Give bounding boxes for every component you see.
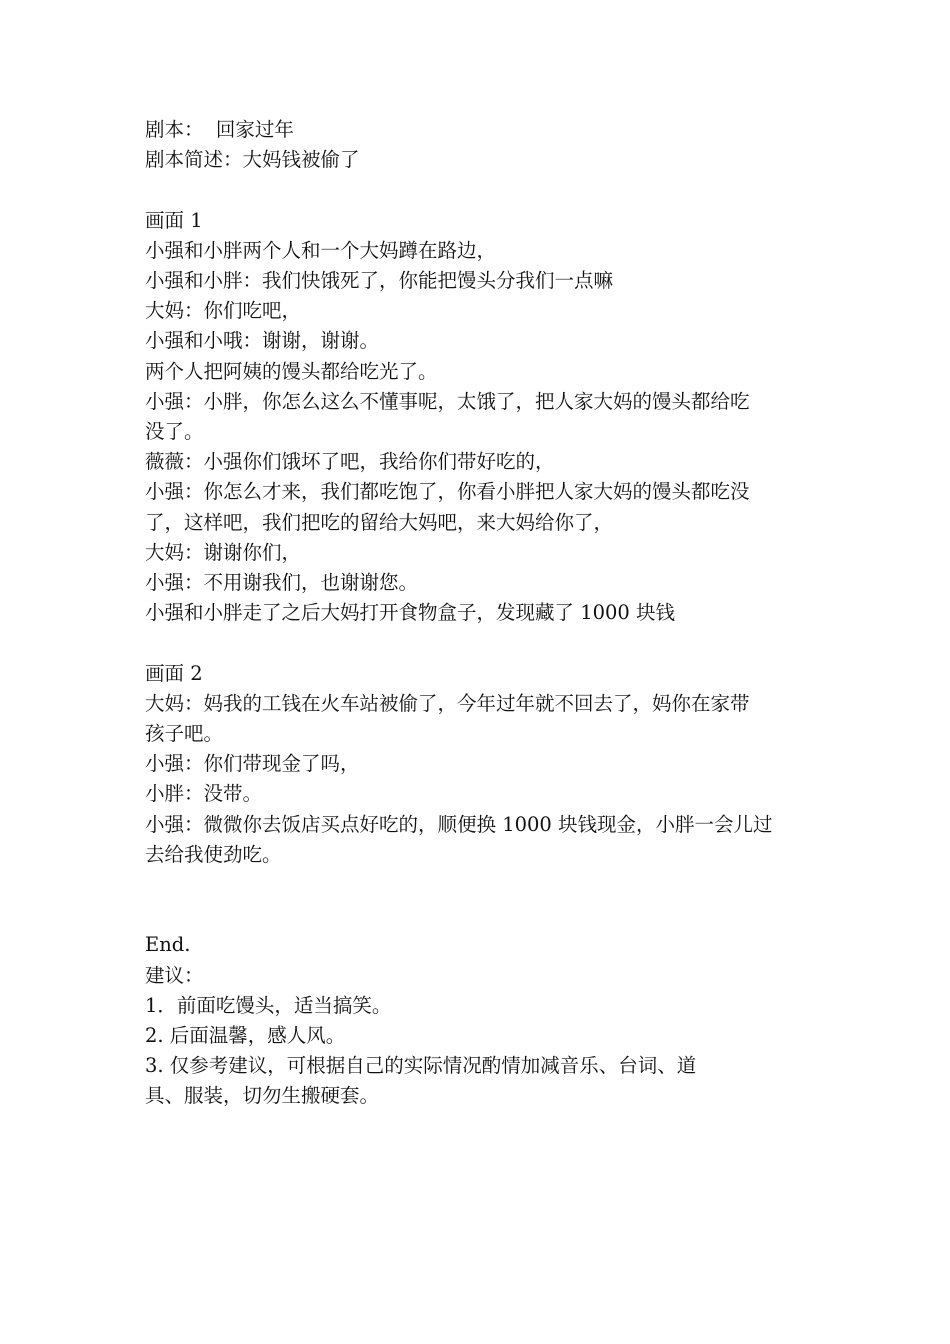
scene-1-heading: 画面 1 [145,208,203,232]
scene-1-line: 小强：不用谢我们，也谢谢您。 [145,571,419,595]
scene-1-line: 小强和小胖：我们快饿死了，你能把馒头分我们一点嘛 [145,269,614,292]
spacer [145,628,825,658]
suggestion-item: 2. 后面温馨，感人风。 [145,1024,346,1048]
scene-1-line: 小强：小胖，你怎么这么不懂事呢，太饿了，把人家大妈的馒头都给吃 [145,389,750,413]
suggestion-item: 1．前面吃馒头，适当搞笑。 [145,993,392,1017]
script-title: 剧本： 回家过年 [145,118,294,141]
scene-1-line: 薇薇：小强你们饿坏了吧，我给你们带好吃的， [145,450,555,474]
scene-1-line: 小强和小哦：谢谢，谢谢。 [145,329,380,353]
suggestion-heading: 建议： [145,963,204,987]
scene-2-line: 小强：你们带现金了吗， [145,752,360,776]
scene-1-line: 小强和小胖两个人和一个大妈蹲在路边， [145,238,497,262]
script-summary: 剧本简述：大妈钱被偷了 [145,148,360,172]
spacer [145,870,825,930]
suggestion-item: 3. 仅参考建议，可根据自己的实际情况酌情加减音乐、台词、道 [145,1054,697,1078]
end-label: End. [145,933,191,957]
scene-2-line: 小强：微微你去饭店买点好吃的，顺便换 1000 块钱现金，小胖一会儿过 [145,812,773,836]
scene-1-line: 小强和小胖走了之后大妈打开食物盒子，发现藏了 1000 块钱 [145,601,676,625]
scene-1-line: 两个人把阿姨的馒头都给吃光了。 [145,359,438,383]
scene-1-line: 了，这样吧，我们把吃的留给大妈吧，来大妈给你了， [145,510,614,534]
scene-2-line: 小胖：没带。 [145,782,263,806]
scene-2-heading: 画面 2 [145,661,203,685]
scene-1-line: 大妈：谢谢你们， [145,540,302,564]
scene-1-line: 没了。 [145,420,204,444]
suggestion-item: 具、服装，切勿生搬硬套。 [145,1084,380,1108]
document-page [145,115,825,1112]
scene-2-line: 大妈：妈我的工钱在火车站被偷了，今年过年就不回去了，妈你在家带 [145,691,750,715]
scene-2-line: 去给我使劲吃。 [145,842,282,866]
spacer [145,175,825,205]
scene-1-line: 小强：你怎么才来，我们都吃饱了，你看小胖把人家大妈的馒头都吃没 [145,480,750,504]
scene-2-line: 孩子吧。 [145,722,224,746]
scene-1-line: 大妈：你们吃吧， [145,299,302,323]
